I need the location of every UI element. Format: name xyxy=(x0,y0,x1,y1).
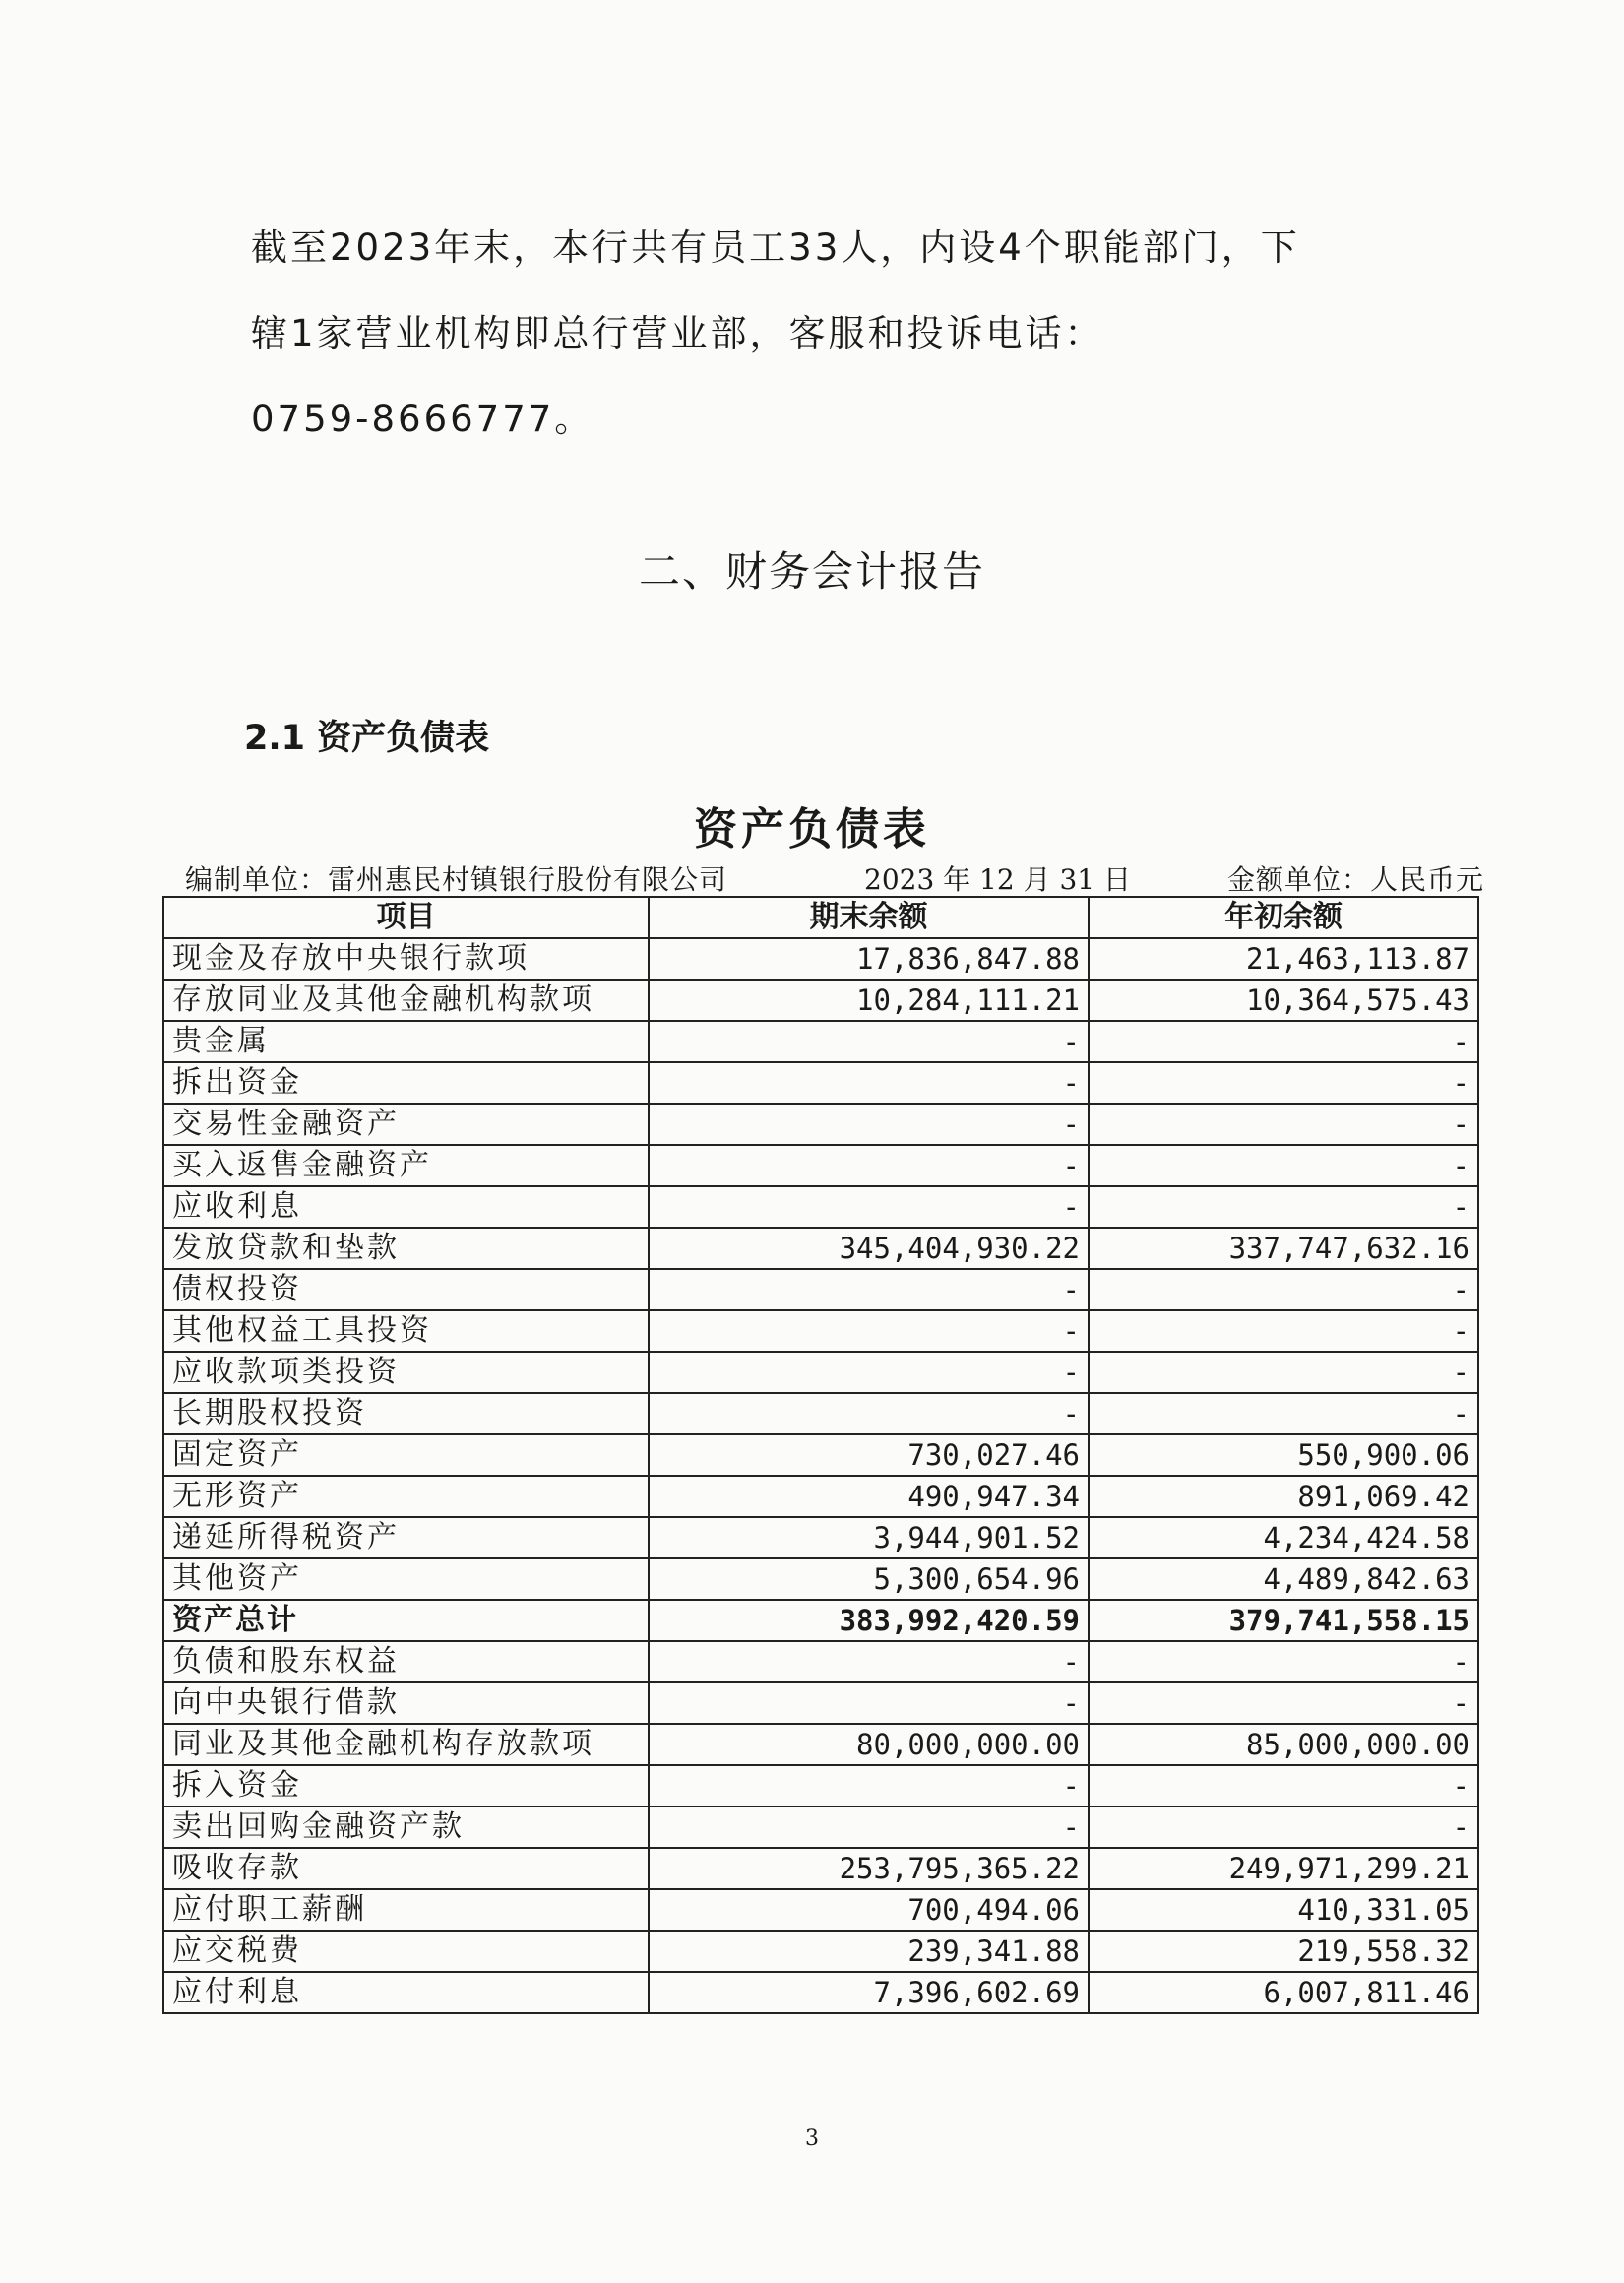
table-row xyxy=(163,1848,1478,1889)
row-item: 现金及存放中央银行款项 xyxy=(163,938,649,980)
row-begin-balance: 4,489,842.63 xyxy=(1089,1558,1478,1600)
table-row xyxy=(163,1724,1478,1765)
row-end-balance: - xyxy=(649,1104,1089,1145)
table-row xyxy=(163,1104,1478,1145)
row-item: 交易性金融资产 xyxy=(163,1104,649,1145)
row-item: 拆出资金 xyxy=(163,1062,649,1104)
table-row xyxy=(163,1062,1478,1104)
section-title: 二、财务会计报告 xyxy=(638,547,985,596)
row-end-balance: - xyxy=(649,1269,1089,1310)
row-end-balance: - xyxy=(649,1682,1089,1724)
row-begin-balance: - xyxy=(1089,1310,1478,1352)
table-meta xyxy=(185,858,1484,896)
row-end-balance: - xyxy=(649,1310,1089,1352)
row-begin-balance: 4,234,424.58 xyxy=(1089,1517,1478,1558)
row-end-balance: - xyxy=(649,1062,1089,1104)
row-begin-balance: - xyxy=(1089,1807,1478,1848)
row-end-balance: 17,836,847.88 xyxy=(649,938,1089,980)
row-item: 应收利息 xyxy=(163,1186,649,1228)
balance-sheet-table xyxy=(162,896,1479,2014)
row-begin-balance: - xyxy=(1089,1352,1478,1393)
subsection-title: 2.1 资产负债表 xyxy=(244,719,490,758)
row-end-balance: 7,396,602.69 xyxy=(649,1972,1089,2013)
row-end-balance: - xyxy=(649,1641,1089,1682)
table-row-total-assets xyxy=(163,1600,1478,1641)
row-begin-balance: - xyxy=(1089,1145,1478,1186)
row-end-balance: 239,341.88 xyxy=(649,1931,1089,1972)
row-item: 买入返售金融资产 xyxy=(163,1145,649,1186)
row-begin-balance: - xyxy=(1089,1682,1478,1724)
row-begin-balance: 891,069.42 xyxy=(1089,1476,1478,1517)
row-item: 其他权益工具投资 xyxy=(163,1310,649,1352)
row-end-balance: - xyxy=(649,1807,1089,1848)
table-row xyxy=(163,1186,1478,1228)
table-row xyxy=(163,980,1478,1021)
row-end-balance: - xyxy=(649,1186,1089,1228)
row-begin-balance: 337,747,632.16 xyxy=(1089,1228,1478,1269)
table-row xyxy=(163,1228,1478,1269)
row-item: 应交税费 xyxy=(163,1931,649,1972)
row-item: 吸收存款 xyxy=(163,1848,649,1889)
row-end-balance: - xyxy=(649,1145,1089,1186)
row-begin-balance: - xyxy=(1089,1641,1478,1682)
table-row xyxy=(163,1352,1478,1393)
table-row xyxy=(163,1310,1478,1352)
row-end-balance: - xyxy=(649,1021,1089,1062)
row-begin-balance: - xyxy=(1089,1186,1478,1228)
row-item: 应付利息 xyxy=(163,1972,649,2013)
row-end-balance: 253,795,365.22 xyxy=(649,1848,1089,1889)
row-item: 递延所得税资产 xyxy=(163,1517,649,1558)
row-begin-balance: - xyxy=(1089,1062,1478,1104)
currency-unit: 金额单位：人民币元 xyxy=(1226,863,1484,896)
table-row xyxy=(163,1765,1478,1807)
row-begin-balance: - xyxy=(1089,1393,1478,1434)
table-row xyxy=(163,1682,1478,1724)
row-item: 负债和股东权益 xyxy=(163,1641,649,1682)
row-end-balance: - xyxy=(649,1765,1089,1807)
row-end-balance: 730,027.46 xyxy=(649,1434,1089,1476)
row-begin-balance: - xyxy=(1089,1269,1478,1310)
row-begin-balance: - xyxy=(1089,1021,1478,1062)
table-row xyxy=(163,1269,1478,1310)
header-begin-balance: 年初余额 xyxy=(1089,897,1478,938)
table-row xyxy=(163,1476,1478,1517)
row-end-balance: - xyxy=(649,1352,1089,1393)
table-row xyxy=(163,1145,1478,1186)
table-row xyxy=(163,1807,1478,1848)
header-end-balance: 期末余额 xyxy=(649,897,1089,938)
row-begin-balance: 10,364,575.43 xyxy=(1089,980,1478,1021)
intro-line: 0759-8666777。 xyxy=(251,398,594,440)
table-row xyxy=(163,1434,1478,1476)
row-item: 长期股权投资 xyxy=(163,1393,649,1434)
row-end-balance: 3,944,901.52 xyxy=(649,1517,1089,1558)
row-item: 向中央银行借款 xyxy=(163,1682,649,1724)
row-item: 贵金属 xyxy=(163,1021,649,1062)
row-begin-balance: 219,558.32 xyxy=(1089,1931,1478,1972)
table-header-row xyxy=(163,897,1478,938)
row-end-balance: 5,300,654.96 xyxy=(649,1558,1089,1600)
table-row xyxy=(163,938,1478,980)
intro-line: 截至2023年末，本行共有员工33人，内设4个职能部门，下 xyxy=(251,226,1300,269)
row-end-balance: 80,000,000.00 xyxy=(649,1724,1089,1765)
row-item: 债权投资 xyxy=(163,1269,649,1310)
page-number: 3 xyxy=(805,2126,819,2151)
row-item: 资产总计 xyxy=(163,1600,649,1641)
row-begin-balance: 249,971,299.21 xyxy=(1089,1848,1478,1889)
table-row xyxy=(163,1641,1478,1682)
prepared-by: 编制单位：雷州惠民村镇银行股份有限公司 xyxy=(185,863,728,896)
table-row xyxy=(163,1889,1478,1931)
header-item: 项目 xyxy=(163,897,649,938)
row-begin-balance: 550,900.06 xyxy=(1089,1434,1478,1476)
row-end-balance: 10,284,111.21 xyxy=(649,980,1089,1021)
row-item: 拆入资金 xyxy=(163,1765,649,1807)
row-begin-balance: 6,007,811.46 xyxy=(1089,1972,1478,2013)
report-date: 2023 年 12 月 31 日 xyxy=(864,863,1132,896)
row-item: 固定资产 xyxy=(163,1434,649,1476)
row-begin-balance: - xyxy=(1089,1104,1478,1145)
row-item: 无形资产 xyxy=(163,1476,649,1517)
table-row xyxy=(163,1972,1478,2013)
row-item: 应付职工薪酬 xyxy=(163,1889,649,1931)
row-end-balance: 490,947.34 xyxy=(649,1476,1089,1517)
row-item: 存放同业及其他金融机构款项 xyxy=(163,980,649,1021)
row-begin-balance: 21,463,113.87 xyxy=(1089,938,1478,980)
row-begin-balance: - xyxy=(1089,1765,1478,1807)
row-end-balance: - xyxy=(649,1393,1089,1434)
row-end-balance: 383,992,420.59 xyxy=(649,1600,1089,1641)
table-row xyxy=(163,1931,1478,1972)
row-item: 应收款项类投资 xyxy=(163,1352,649,1393)
table-title: 资产负债表 xyxy=(694,804,930,855)
intro-paragraph xyxy=(251,205,1363,462)
row-item: 其他资产 xyxy=(163,1558,649,1600)
row-item: 同业及其他金融机构存放款项 xyxy=(163,1724,649,1765)
table-row xyxy=(163,1021,1478,1062)
row-item: 卖出回购金融资产款 xyxy=(163,1807,649,1848)
row-item: 发放贷款和垫款 xyxy=(163,1228,649,1269)
intro-line: 辖1家营业机构即总行营业部，客服和投诉电话： xyxy=(251,312,1104,354)
table-row xyxy=(163,1558,1478,1600)
table-row xyxy=(163,1393,1478,1434)
row-end-balance: 700,494.06 xyxy=(649,1889,1089,1931)
row-end-balance: 345,404,930.22 xyxy=(649,1228,1089,1269)
row-begin-balance: 85,000,000.00 xyxy=(1089,1724,1478,1765)
row-begin-balance: 379,741,558.15 xyxy=(1089,1600,1478,1641)
table-row xyxy=(163,1517,1478,1558)
row-begin-balance: 410,331.05 xyxy=(1089,1889,1478,1931)
